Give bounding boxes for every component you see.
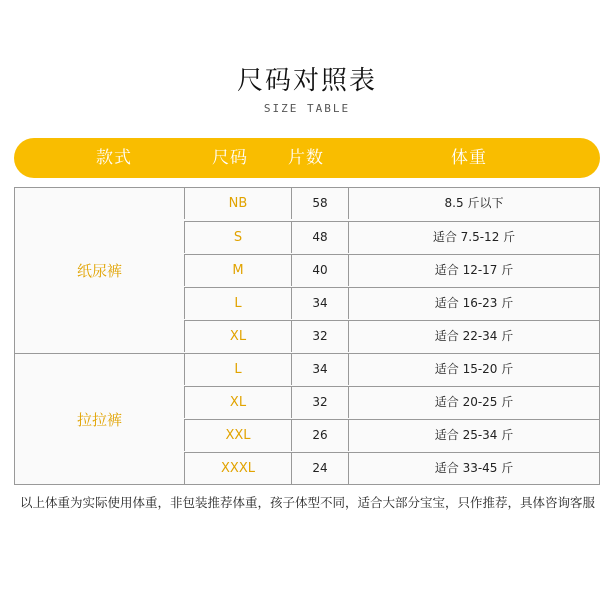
table-row — [184, 287, 599, 319]
footnote: 以上体重为实际使用体重，非包装推荐体重，孩子体型不同，适合大部分宝宝，只作推荐，具体咨询客服 — [20, 495, 596, 510]
count-cell: 26 — [291, 420, 348, 451]
count-cell: 32 — [291, 321, 348, 352]
table-row — [184, 452, 599, 484]
count-cell: 58 — [291, 188, 348, 219]
size-cell: XL — [184, 387, 291, 418]
group-pull-up — [15, 354, 184, 484]
weight-cell: 适合 25-34 斤 — [348, 420, 599, 451]
table-row — [184, 320, 599, 352]
table-row — [184, 419, 599, 451]
header-weight: 体重 — [451, 148, 487, 168]
count-cell: 24 — [291, 453, 348, 484]
header-style: 款式 — [96, 148, 132, 168]
weight-cell: 适合 12-17 斤 — [348, 255, 599, 286]
weight-cell: 8.5 斤以下 — [348, 188, 599, 219]
size-cell: L — [184, 288, 291, 319]
weight-cell: 适合 16-23 斤 — [348, 288, 599, 319]
count-cell: 34 — [291, 288, 348, 319]
page-title: 尺码对照表 — [236, 66, 377, 96]
table-row — [184, 353, 599, 385]
weight-cell: 适合 33-45 斤 — [348, 453, 599, 484]
weight-cell: 适合 22-34 斤 — [348, 321, 599, 352]
size-cell: XL — [184, 321, 291, 352]
weight-cell: 适合 20-25 斤 — [348, 387, 599, 418]
group-diaper — [15, 188, 184, 353]
size-cell: XXL — [184, 420, 291, 451]
size-cell: S — [184, 222, 291, 253]
size-cell: NB — [184, 188, 291, 219]
table-row — [184, 386, 599, 418]
count-cell: 34 — [291, 354, 348, 385]
count-cell: 32 — [291, 387, 348, 418]
table-header-bar — [14, 138, 600, 178]
group-label: 拉拉裤 — [76, 410, 122, 429]
size-cell: L — [184, 354, 291, 385]
table-row — [184, 188, 599, 220]
weight-cell: 适合 7.5-12 斤 — [348, 222, 599, 253]
header-size: 尺码 — [212, 148, 248, 168]
size-table — [14, 187, 600, 485]
weight-cell: 适合 15-20 斤 — [348, 354, 599, 385]
size-cell: XXXL — [184, 453, 291, 484]
table-row — [184, 221, 599, 253]
page-subtitle: SIZE TABLE — [263, 102, 351, 115]
count-cell: 48 — [291, 222, 348, 253]
header-count: 片数 — [288, 148, 324, 168]
group-label: 纸尿裤 — [76, 262, 122, 280]
table-row — [184, 254, 599, 286]
count-cell: 40 — [291, 255, 348, 286]
size-cell: M — [184, 255, 291, 286]
